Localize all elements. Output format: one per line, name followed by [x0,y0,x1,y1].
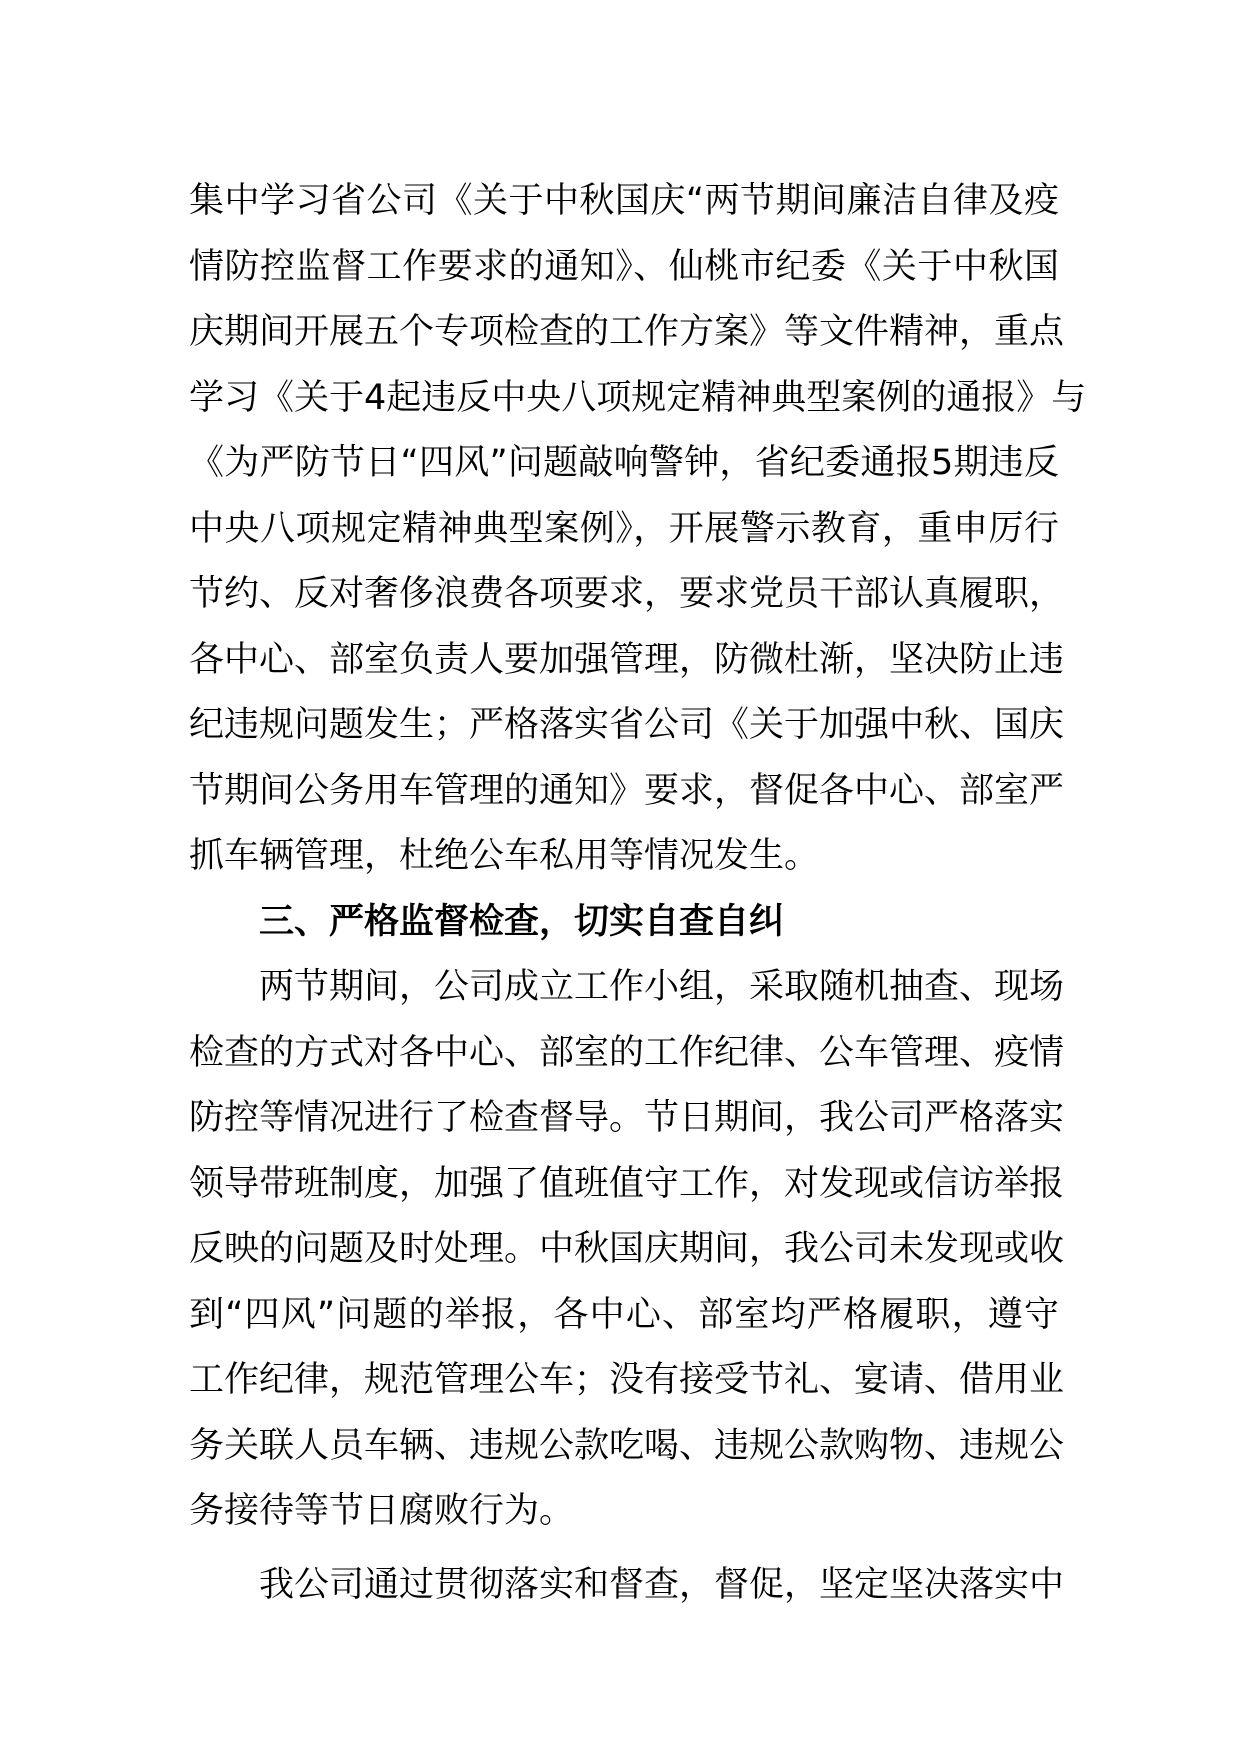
text-line: 反映的问题及时处理。中秋国庆期间，我公司未发现或收 [189,1229,1065,1269]
text-line: 《为严防节日“四风”问题敲响警钟，省纪委通报5期违反 [189,443,1059,483]
text-line: 中央八项规定精神典型案例》，开展警示教育，重申厉行 [189,508,1059,549]
text-line: 节约、反对奢侈浪费各项要求，要求党员干部认真履职， [189,574,1065,614]
paragraph-2 [189,955,1065,1545]
paragraph-3 [189,1553,1065,1619]
text-line: 各中心、部室负责人要加强管理，防微杜渐，坚决防止违 [189,639,1065,680]
text-line: 节期间公务用车管理的通知》要求，督促各中心、部室严 [189,770,1065,811]
document-page [189,169,1087,1618]
text-line: 工作纪律，规范管理公车；没有接受节礼、宴请、借用业 [189,1360,1065,1400]
paragraph-1 [189,169,1087,890]
text-line: 领导带班制度，加强了值班值守工作，对发现或信访举报 [189,1163,1065,1204]
text-line: 学习《关于4起违反中央八项规定精神典型案例的通报》与 [189,377,1087,418]
paragraph-gap [189,1545,1059,1553]
text-line: 到“四风”问题的举报，各中心、部室均严格履职，遵守 [189,1294,1059,1335]
text-line: 务关联人员车辆、违规公款吃喝、违规公款购物、违规公 [189,1425,1065,1466]
text-line: 防控等情况进行了检查督导。节日期间，我公司严格落实 [189,1098,1065,1138]
text-line: 集中学习省公司《关于中秋国庆“两节期间廉洁自律及疫 [189,181,1059,221]
text-line: 务接待等节日腐败行为。 [189,1491,575,1531]
text-line: 情防控监督工作要求的通知》、仙桃市纪委《关于中秋国 [189,246,1059,287]
text-line: 纪违规问题发生；严格落实省公司《关于加强中秋、国庆 [189,705,1065,745]
text-line: 检查的方式对各中心、部室的工作纪律、公车管理、疫情 [189,1032,1065,1073]
text-line: 我公司通过贯彻落实和督查，督促，坚定坚决落实中 [259,1564,1065,1605]
text-line: 抓车辆管理，杜绝公车私用等情况发生。 [189,836,820,876]
text-line: 庆期间开展五个专项检查的工作方案》等文件精神，重点 [189,312,1065,352]
section-heading: 三、严格监督检查，切实自查自纠 [259,901,785,942]
text-line: 两节期间，公司成立工作小组，采取随机抽查、现场 [259,967,1065,1007]
